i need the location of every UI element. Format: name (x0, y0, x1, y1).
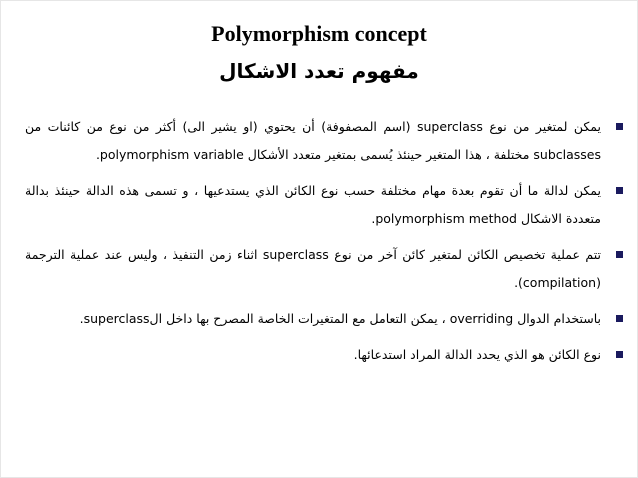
bullet-text: يمكن لمتغير من نوع superclass (اسم المصفوفة) أن يحتوي (او يشير الى) أكثر من نوع من كائنات من subclasses مختلفة ، هذا المتغير حينئذ يُسمى بمتغير متعدد الأشكال polymorphism variable. (25, 119, 601, 162)
square-bullet-icon (616, 187, 623, 194)
bullet-text: باستخدام الدوال overriding ، يمكن التعامل مع المتغيرات الخاصة المصرح بها داخل الsuperclass. (79, 311, 601, 326)
bullet-list (25, 113, 623, 377)
title-english: Polymorphism concept (211, 21, 427, 46)
square-bullet-icon (616, 351, 623, 358)
bullet-item (25, 305, 623, 333)
square-bullet-icon (616, 251, 623, 258)
title-arabic: مفهوم تعدد الاشكال (219, 59, 419, 83)
bullet-item (25, 341, 623, 369)
square-bullet-icon (616, 315, 623, 322)
bullet-text: يمكن لدالة ما أن تقوم بعدة مهام مختلفة حسب نوع الكائن الذي يستدعيها ، و تسمى هذه الدالة حينئذ بدالة متعددة الاشكال polymorphism method. (25, 183, 601, 226)
square-bullet-icon (616, 123, 623, 130)
bullet-item (25, 241, 623, 297)
bullet-item (25, 177, 623, 233)
bullet-text: تتم عملية تخصيص الكائن لمتغير كائن آخر من نوع superclass اثناء زمن التنفيذ ، وليس عند عملية الترجمة (compilation). (25, 247, 601, 290)
bullet-item (25, 113, 623, 169)
bullet-text: نوع الكائن هو الذي يحدد الدالة المراد استدعائها. (353, 347, 601, 362)
